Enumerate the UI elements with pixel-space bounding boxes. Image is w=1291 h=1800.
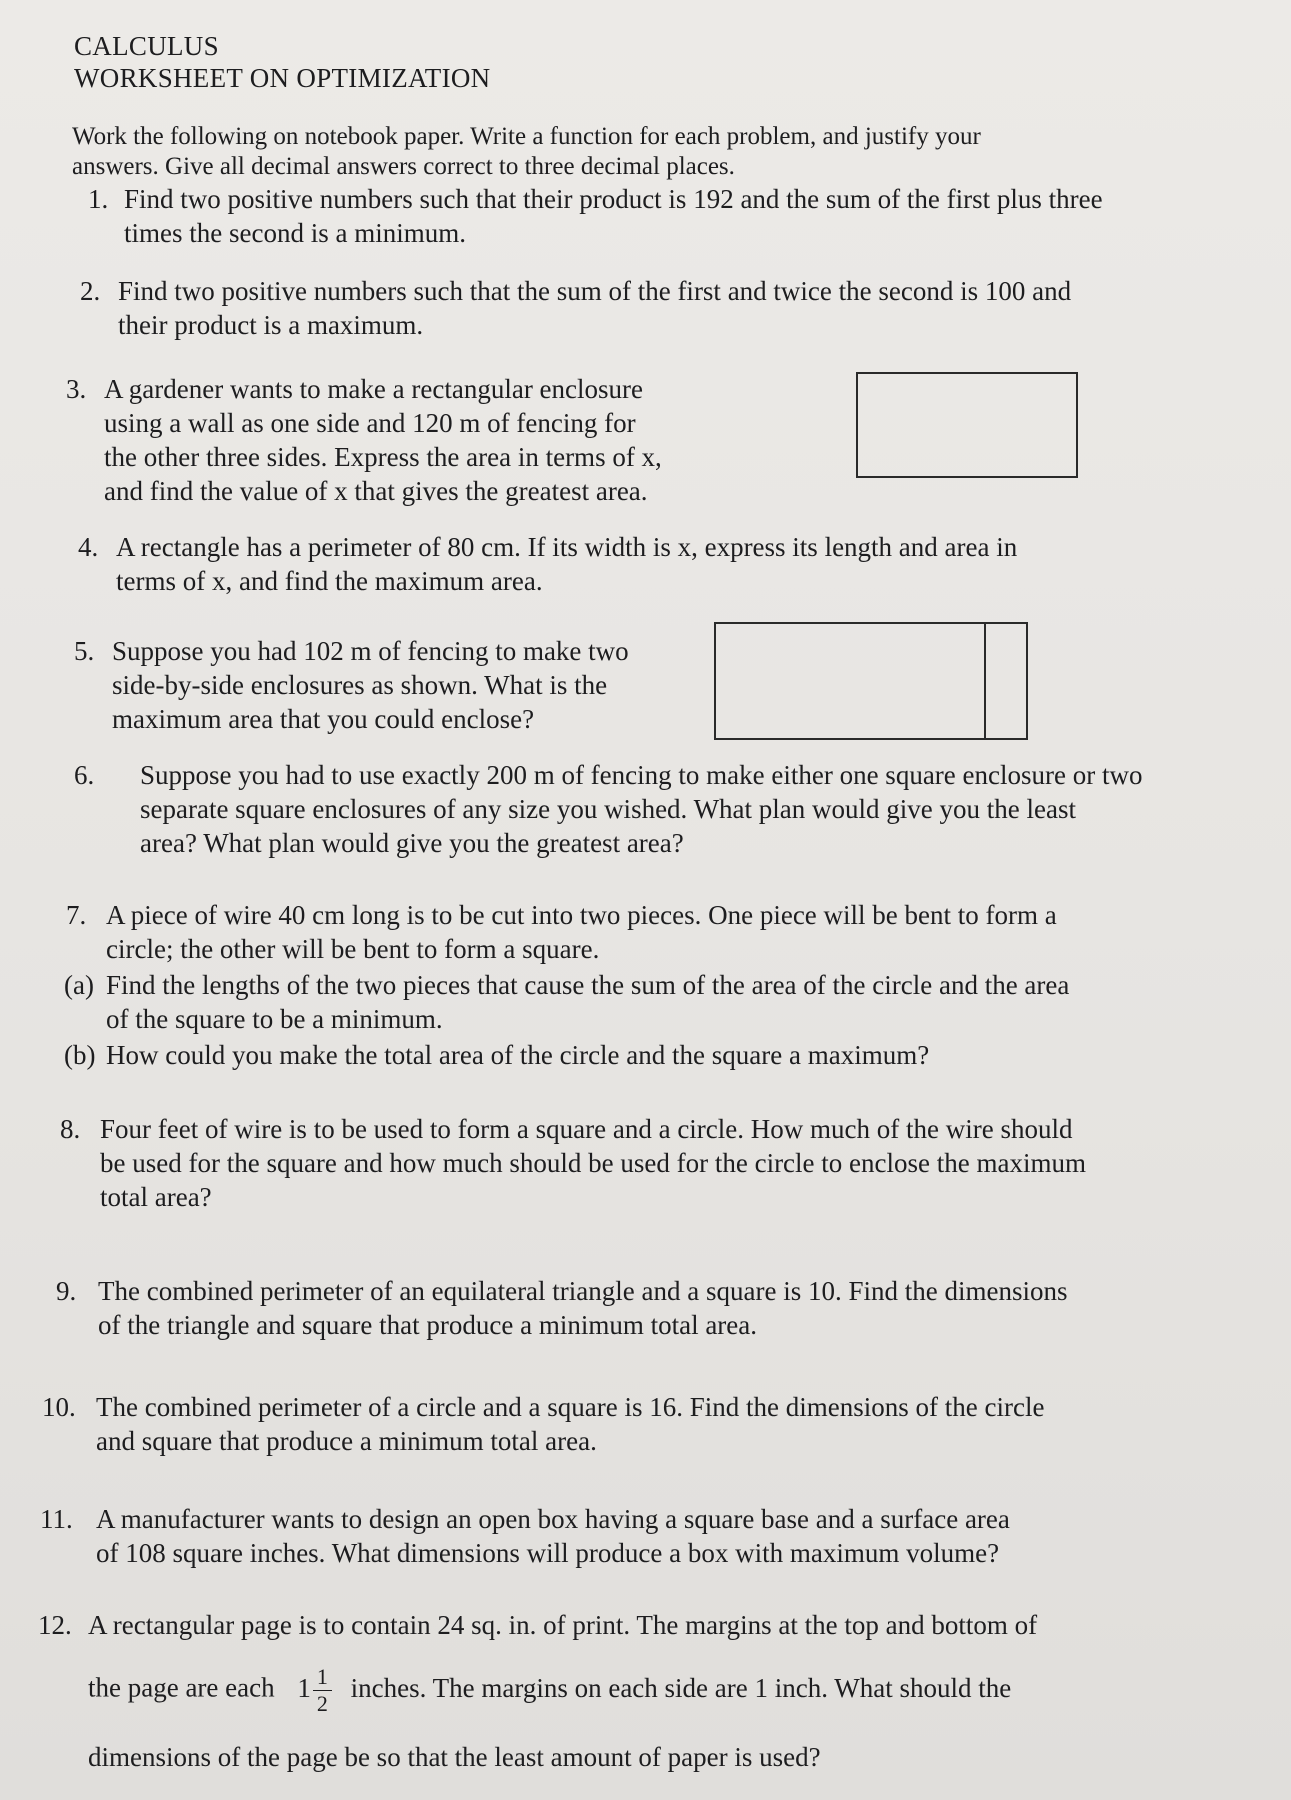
problem-text-line: of the triangle and square that produce a minimum total area.	[98, 1310, 758, 1340]
fraction-numerator: 1	[313, 1664, 332, 1691]
problem-text-line: The combined perimeter of an equilateral triangle and a square is 10. Find the dimensions	[98, 1276, 1068, 1306]
instructions	[72, 122, 1152, 182]
enclosure-figure	[856, 372, 1078, 478]
problem-text-line: dimensions of the page be so that the least amount of paper is used?	[88, 1742, 821, 1772]
problem-text-line: A rectangle has a perimeter of 80 cm. If its width is x, express its length and area in	[116, 532, 1018, 562]
problem-text-line: Find two positive numbers such that the sum of the first and twice the second is 100 and	[118, 276, 1072, 306]
problem-number: 10.	[42, 1392, 76, 1422]
problem-text-line: using a wall as one side and 120 m of fencing for	[104, 408, 636, 438]
part-a-label: (a)	[64, 970, 94, 1000]
problem-text-line: Suppose you had to use exactly 200 m of fencing to make either one square enclosure or two	[140, 760, 1143, 790]
problem-text-line-with-fraction	[88, 1664, 1288, 1717]
problem-text-line: the other three sides. Express the area in terms of x,	[104, 442, 662, 472]
problem-text-line: their product is a maximum.	[118, 310, 424, 340]
mixed-number-whole: 1	[297, 1672, 311, 1703]
fraction-denominator: 2	[316, 1691, 328, 1716]
problem-text-line: Find the lengths of the two pieces that cause the sum of the area of the circle and the area	[106, 970, 1070, 1000]
problem-text-line: terms of x, and find the maximum area.	[116, 566, 543, 596]
problem-number: 7.	[66, 900, 87, 930]
problem-number: 9.	[56, 1276, 77, 1306]
problem-text-line: Suppose you had 102 m of fencing to make two	[112, 636, 629, 666]
part-b-label: (b)	[64, 1040, 96, 1070]
problem-number: 12.	[38, 1610, 72, 1640]
problem-text-line: be used for the square and how much should be used for the circle to enclose the maximum	[100, 1148, 1086, 1178]
problem-text-line: times the second is a minimum.	[124, 218, 466, 248]
problem-text-line: A piece of wire 40 cm long is to be cut into two pieces. One piece will be bent to form a	[106, 900, 1057, 930]
problem-text-line: maximum area that you could enclose?	[112, 704, 535, 734]
problem-text-line: and square that produce a minimum total area.	[96, 1426, 597, 1456]
worksheet-header	[74, 30, 490, 94]
problem-number: 11.	[40, 1504, 73, 1534]
problem-number: 3.	[66, 374, 87, 404]
problem-text-segment: the page are each	[88, 1672, 275, 1703]
worksheet-title: WORKSHEET ON OPTIMIZATION	[74, 63, 491, 93]
problem-number: 4.	[78, 532, 99, 562]
problem-number: 5.	[74, 636, 95, 666]
problem-text-line: separate square enclosures of any size you wished. What plan would give you the least	[140, 794, 1076, 824]
problem-text-line: A rectangular page is to contain 24 sq. in. of print. The margins at the top and bottom of	[88, 1610, 1038, 1640]
problem-text-line: A manufacturer wants to design an open box having a square base and a surface area	[96, 1504, 1010, 1534]
problem-text-line: The combined perimeter of a circle and a square is 16. Find the dimensions of the circle	[96, 1392, 1045, 1422]
problem-text-line: side-by-side enclosures as shown. What is the	[112, 670, 608, 700]
problem-text-line: Find two positive numbers such that their product is 192 and the sum of the first plus three	[124, 184, 1103, 214]
problem-number: 2.	[80, 276, 101, 306]
problem-number: 6.	[74, 760, 95, 790]
problem-text-line: of the square to be a minimum.	[106, 1004, 443, 1034]
problem-text-segment: inches. The margins on each side are 1 inch. What should the	[350, 1672, 1012, 1703]
problem-text-line: and find the value of x that gives the greatest area.	[104, 476, 648, 506]
problem-text-line: circle; the other will be bent to form a square.	[106, 934, 600, 964]
problem-text-line: Four feet of wire is to be used to form a square and a circle. How much of the wire should	[100, 1114, 1073, 1144]
side-by-side-enclosures-figure	[714, 622, 1028, 740]
instructions-line: Work the following on notebook paper. Write a function for each problem, and justify your	[72, 123, 981, 150]
problem-number: 8.	[60, 1114, 81, 1144]
problem-number: 1.	[88, 184, 109, 214]
problem-text-line: of 108 square inches. What dimensions will produce a box with maximum volume?	[96, 1538, 1000, 1568]
problem-text-line: total area?	[100, 1182, 212, 1212]
problem-text-line: area? What plan would give you the greatest area?	[140, 828, 684, 858]
instructions-line: answers. Give all decimal answers correct to three decimal places.	[72, 153, 735, 180]
fraction	[313, 1664, 332, 1717]
course-title: CALCULUS	[74, 31, 219, 61]
problem-text-line: A gardener wants to make a rectangular enclosure	[104, 374, 644, 404]
problem-text-line: How could you make the total area of the circle and the square a maximum?	[106, 1040, 930, 1070]
enclosure-divider	[984, 624, 986, 738]
